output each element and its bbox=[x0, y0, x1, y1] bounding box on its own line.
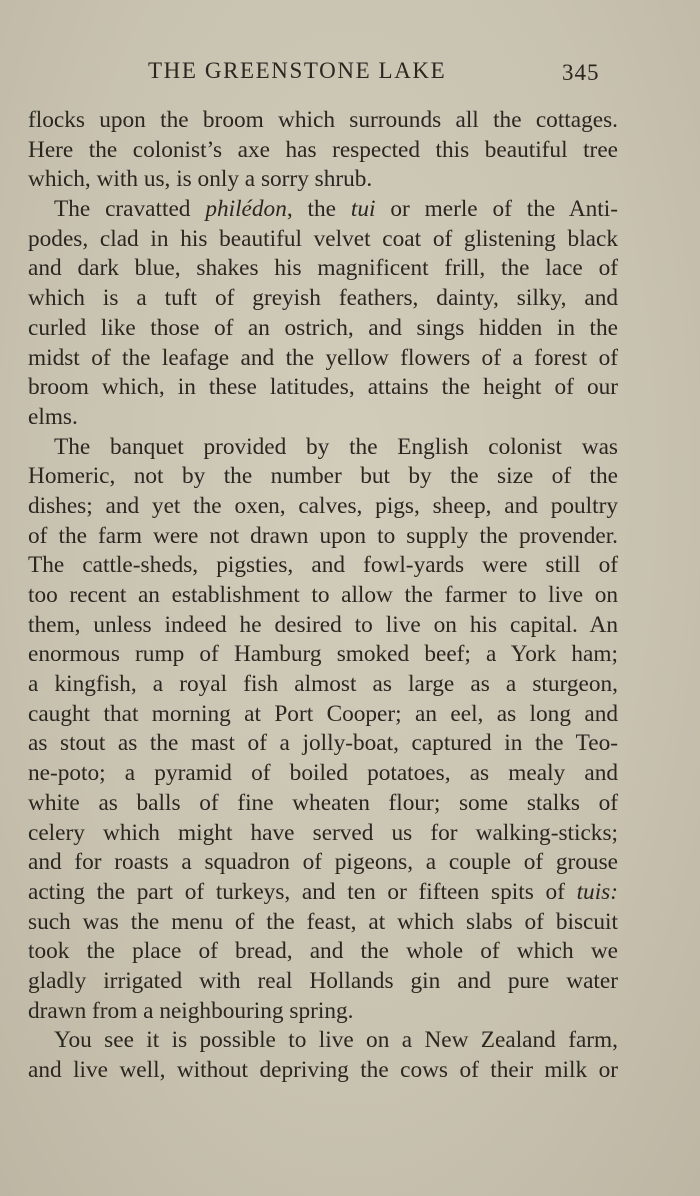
text-line: them, unless indeed he desired to live on his capital. An bbox=[28, 611, 618, 638]
text-line: enormous rump of Hamburg smoked beef; a York ham; bbox=[28, 641, 618, 668]
text-line: dishes; and yet the oxen, calves, pigs, sheep, and poultry bbox=[28, 492, 618, 519]
text-line: a kingfish, a royal fish almost as large as a sturgeon, bbox=[28, 671, 618, 698]
text-line: which is a tuft of greyish feathers, dainty, silky, and bbox=[28, 285, 618, 312]
text-line: celery which might have served us for walking-sticks; bbox=[28, 819, 618, 846]
text-line: too recent an establishment to allow the farmer to live on bbox=[28, 582, 618, 608]
text-line: and for roasts a squadron of pigeons, a couple of grouse bbox=[28, 849, 618, 876]
text-line: and live well, without depriving the cows of their milk or bbox=[28, 1057, 618, 1083]
text-line: elms. bbox=[28, 403, 78, 430]
text-line: drawn from a neighbouring spring. bbox=[28, 997, 354, 1024]
page-number: 345 bbox=[562, 60, 600, 85]
text-line: The cravatted philédon, the tui or merle of the Anti- bbox=[54, 196, 618, 223]
running-head bbox=[0, 58, 700, 92]
running-title: THE GREENSTONE LAKE bbox=[148, 58, 447, 83]
text-line: white as balls of fine wheaten flour; some stalks of bbox=[28, 789, 618, 816]
text-line: The banquet provided by the English colonist was bbox=[54, 433, 618, 460]
text-line: midst of the leafage and the yellow flowers of a forest of bbox=[28, 344, 618, 371]
text-line: acting the part of turkeys, and ten or fifteen spits of tuis: bbox=[28, 878, 618, 905]
text-line: podes, clad in his beautiful velvet coat of glistening black bbox=[28, 225, 618, 252]
text-line: The cattle-sheds, pigsties, and fowl-yards were still of bbox=[28, 552, 618, 579]
text-line: Homeric, not by the number but by the size of the bbox=[28, 463, 618, 490]
text-line: flocks upon the broom which surrounds all the cottages. bbox=[28, 107, 618, 133]
text-line: and dark blue, shakes his magnificent frill, the lace of bbox=[28, 255, 618, 282]
text-line: took the place of bread, and the whole of which we bbox=[28, 938, 618, 965]
text-line: curled like those of an ostrich, and sings hidden in the bbox=[28, 314, 618, 341]
body-text bbox=[28, 106, 618, 1086]
text-line: gladly irrigated with real Hollands gin and pure water bbox=[28, 967, 618, 994]
text-line: as stout as the mast of a jolly-boat, captured in the Teo- bbox=[28, 730, 618, 757]
text-line: Here the colonist’s axe has respected this beautiful tree bbox=[28, 136, 618, 163]
text-line: such was the menu of the feast, at which slabs of biscuit bbox=[28, 908, 618, 935]
text-line: ne-poto; a pyramid of boiled potatoes, as mealy and bbox=[28, 760, 618, 787]
text-line: You see it is possible to live on a New Zealand farm, bbox=[54, 1027, 618, 1054]
text-line: of the farm were not drawn upon to supply the provender. bbox=[28, 522, 618, 549]
text-line: which, with us, is only a sorry shrub. bbox=[28, 166, 373, 193]
text-line: broom which, in these latitudes, attains the height of our bbox=[28, 374, 618, 401]
text-line: caught that morning at Port Cooper; an eel, as long and bbox=[28, 700, 618, 727]
